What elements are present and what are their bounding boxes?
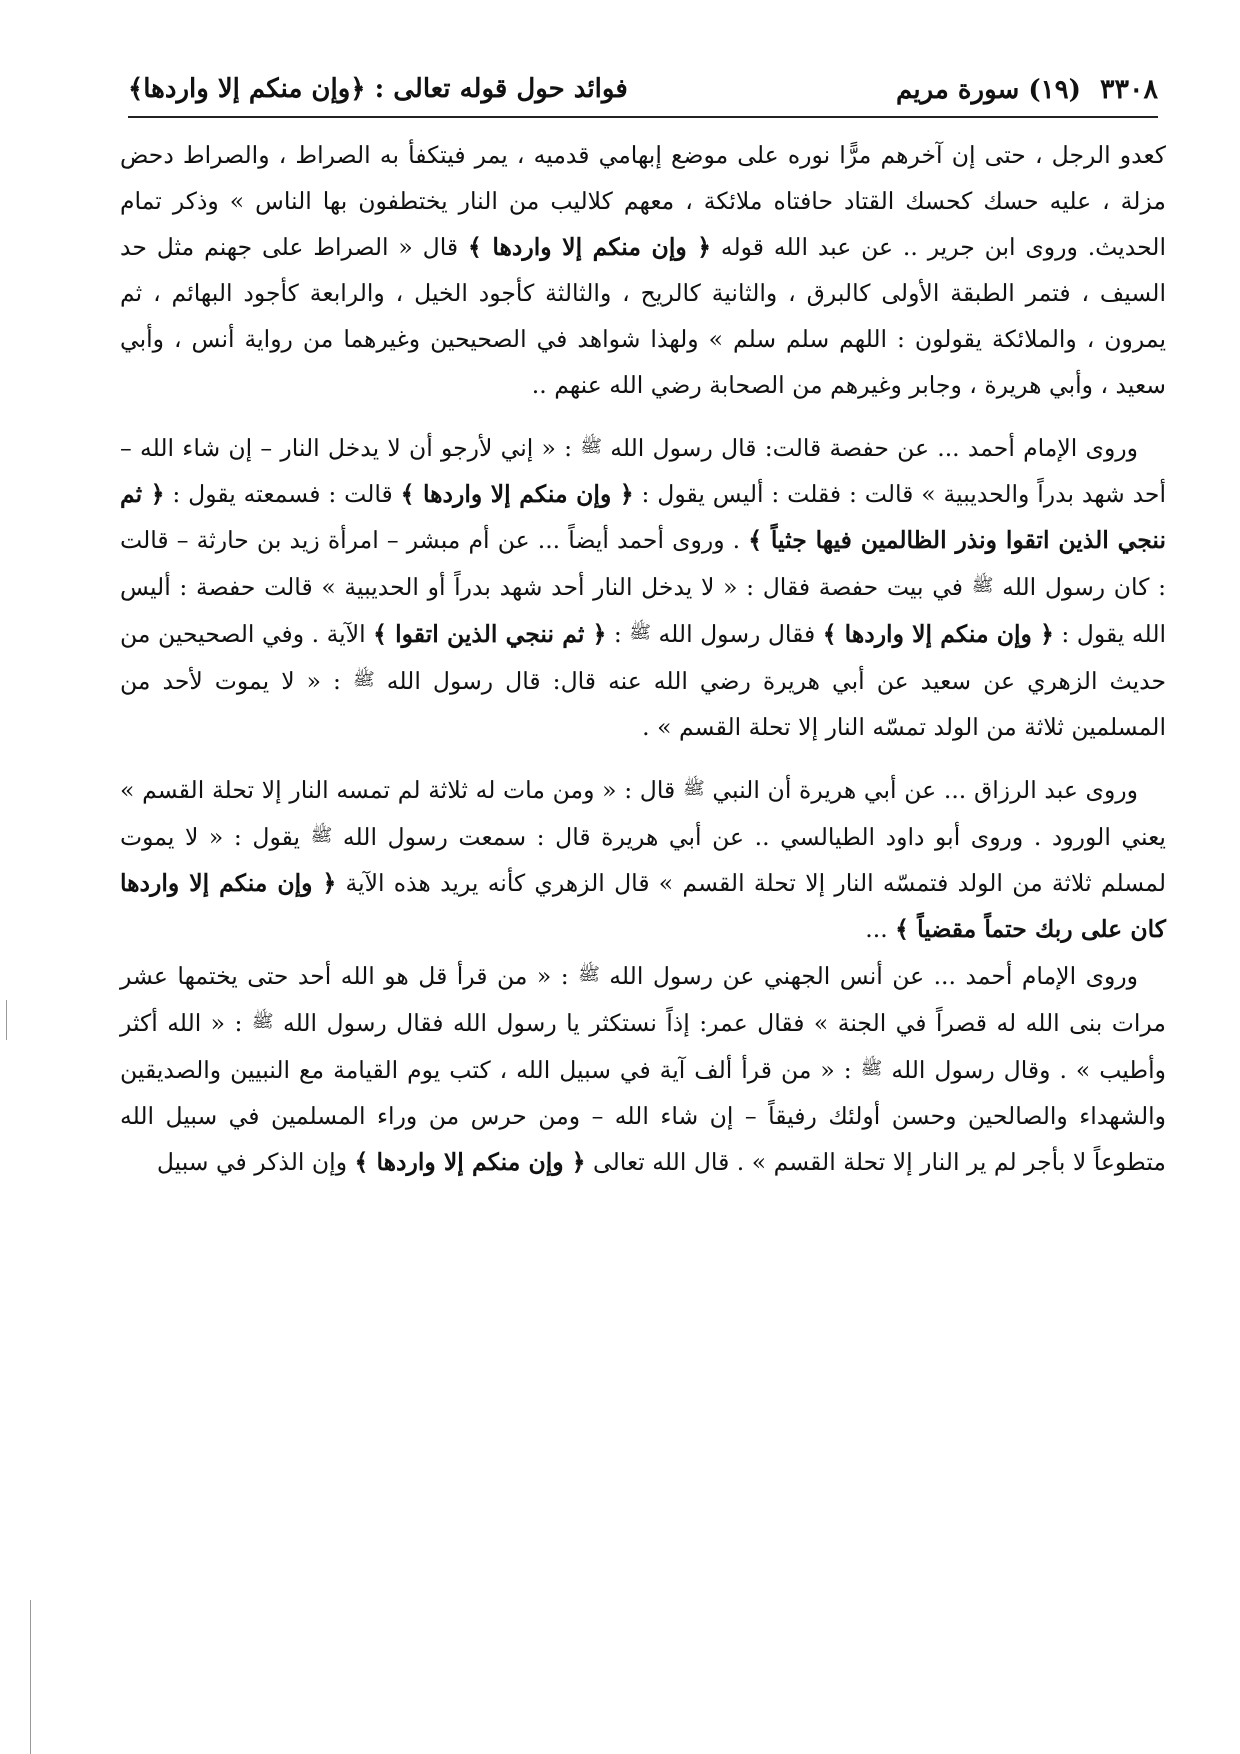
paragraph-2 [120, 424, 1166, 750]
text-run: : [606, 620, 630, 648]
quran-verse: ﴿ وإن منكم إلا واردها ﴾ [468, 233, 712, 261]
quran-verse: ﴿ وإن منكم إلا واردها كان على ربك حتماً مقضياً ﴾ [120, 869, 1166, 943]
text-run: : « الله أكثر وأطيب » . وقال رسول الله [120, 1009, 1166, 1084]
page-number: ٣٣٠٨ [1099, 74, 1158, 105]
text-run: قالت : فسمعته يقول : [164, 480, 401, 508]
text-run: وإن الذكر في سبيل [156, 1148, 355, 1176]
running-header [128, 66, 1158, 118]
text-run: الآية . وفي الصحيحين من حديث الزهري عن سعيد عن أبي هريرة رضي الله عنه قال: قال رسول الله [120, 620, 1166, 695]
text-run: قال : « ومن مات له ثلاثة لم تمسه النار إلا تحلة القسم » يعني الورود . وروى أبو داود الطيالسي .. عن أبي هريرة قال : سمعت رسول الله [120, 776, 1166, 851]
paragraph-4 [120, 952, 1166, 1185]
quran-verse: ﴿ وإن منكم إلا واردها ﴾ [354, 1148, 586, 1176]
text-run: قال « الصراط على جهنم مثل حد السيف ، فتمر الطبقة الأولى كالبرق ، والثانية كالريح ، والثالثة كأجود الخيل ، والرابعة كأجود البهائم ، ثم يمرون ، والملائكة يقولون : اللهم سلم سلم » ولهذا شواهد في الصحيحين وغيرهما من رواية أنس ، وأبي سعيد ، وأبي هريرة ، وجابر وغيرهم من الصحابة رضي الله عنهم .. [120, 233, 1166, 399]
paragraph-1 [120, 132, 1166, 408]
text-run: : « من قرأ قل هو الله أحد حتى يختمها عشر مرات بنى الله له قصراً في الجنة » فقال عمر: إذاً نستكثر يا رسول الله فقال رسول الله [120, 962, 1166, 1037]
text-run: كعدو الرجل ، حتى إن آخرهم مرًّا نوره على موضع إبهامي قدميه ، يمر فيتكفأ به الصراط ، والصراط دحض مزلة ، عليه حسك كحسك القتاد حافتاه ملائكة ، معهم كلاليب من النار يختطفون بها الناس » وذكر تمام الحديث. وروى ابن جرير .. عن عبد الله قوله [120, 141, 1166, 261]
page-body [120, 132, 1166, 1185]
quran-verse: ﴿ ثم ننجي الذين اتقوا ونذر الظالمين فيها جثياً ﴾ [120, 480, 1166, 554]
surah-name: (١٩) سورة مريم [896, 75, 1081, 105]
honorific-glyph: ﷺ [860, 1058, 883, 1079]
text-run: فقال رسول الله [651, 620, 823, 648]
honorific-glyph: ﷺ [578, 964, 600, 985]
scan-margin-mark [6, 1000, 7, 1040]
honorific-glyph: ﷺ [580, 436, 603, 457]
text-run: وروى الإمام أحمد ... عن أنس الجهني عن رسول الله [599, 962, 1139, 990]
text-run: يقول : « لا يموت لمسلم ثلاثة من الولد فتمسّه النار إلا تحلة القسم » قال الزهري كأنه يريد هذه الآية [120, 823, 1166, 897]
text-run: وروى الإمام أحمد ... عن حفصة قالت: قال رسول الله [602, 434, 1138, 462]
scan-margin-mark [30, 1600, 31, 1754]
header-title: فوائد حول قوله تعالى : ﴿وإن منكم إلا واردها﴾ [128, 74, 628, 104]
honorific-glyph: ﷺ [251, 1011, 274, 1032]
honorific-glyph: ﷺ [629, 622, 652, 643]
text-run: . وروى أحمد أيضاً ... عن أم مبشر – امرأة زيد بن حارثة – قالت : كان رسول الله [120, 526, 1166, 601]
text-run: ... [865, 915, 896, 943]
text-run: في بيت حفصة فقال : « لا يدخل النار أحد شهد بدراً أو الحديبية » قالت حفصة : أليس الله يقول : [120, 573, 1167, 648]
honorific-glyph: ﷺ [971, 575, 994, 596]
quran-verse: ﴿ وإن منكم إلا واردها ﴾ [822, 620, 1054, 648]
honorific-glyph: ﷺ [310, 825, 333, 846]
text-run: : « إني لأرجو أن لا يدخل النار – إن شاء الله – أحد شهد بدراً والحديبية » قالت : فقلت : أليس يقول : [120, 434, 1166, 508]
quran-verse: ﴿ وإن منكم إلا واردها ﴾ [400, 480, 634, 508]
honorific-glyph: ﷺ [682, 778, 705, 799]
quran-verse: ﴿ ثم ننجي الذين اتقوا ﴾ [373, 620, 607, 648]
header-page-info [896, 74, 1158, 105]
text-run: وروى عبد الرزاق ... عن أبي هريرة أن النبي [704, 776, 1138, 804]
honorific-glyph: ﷺ [353, 669, 375, 690]
text-run: : « من قرأ ألف آية في سبيل الله ، كتب يوم القيامة مع النبيين والصديقين والشهداء والصالحين وحسن أولئك رفيقاً – إن شاء الله – ومن حرس من وراء المسلمين في سبيل الله متطوعاً لا بأجر لم ير النار إلا تحلة القسم » . قال الله تعالى [120, 1056, 1166, 1176]
paragraph-3 [120, 766, 1166, 952]
text-run: : « لا يموت لأحد من المسلمين ثلاثة من الولد تمسّه النار إلا تحلة القسم » . [120, 667, 1166, 741]
